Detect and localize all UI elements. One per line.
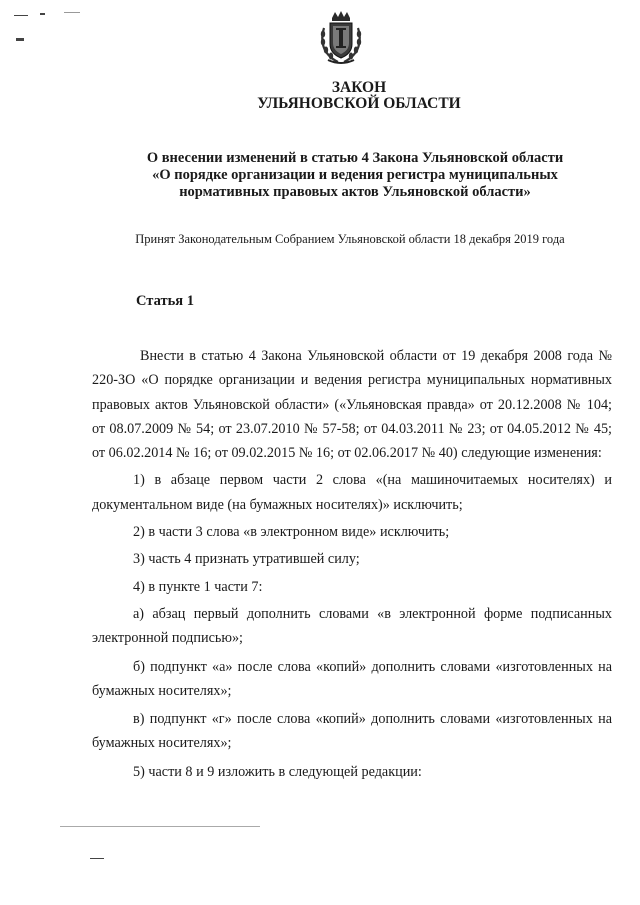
adoption-statement: Принят Законодательным Собранием Ульяновской области 18 декабря 2019 года <box>135 232 565 246</box>
law-subject <box>120 150 590 201</box>
scan-mark <box>14 15 28 16</box>
scan-mark <box>64 12 80 13</box>
list-item: 1) в абзаце первом части 2 слова «(на машиночитаемых носителях) и документальном виде (на бумажных носителях)» исключить; <box>92 472 612 513</box>
law-title <box>0 80 640 112</box>
law-title-line-2: УЛЬЯНОВСКОЙ ОБЛАСТИ <box>257 95 461 112</box>
list-item: 5) части 8 и 9 изложить в следующей редакции: <box>133 763 422 780</box>
scan-mark <box>16 38 24 41</box>
law-title-line-1: ЗАКОН <box>331 79 387 96</box>
scan-mark <box>90 858 104 859</box>
list-item: 4) в пункте 1 части 7: <box>133 578 263 595</box>
law-subject-line-2: «О порядке организации и ведения регистра муниципальных <box>152 167 558 183</box>
scan-mark <box>40 13 45 15</box>
list-item: а) абзац первый дополнить словами «в электронной форме подписанных электронной подписью»; <box>92 605 612 647</box>
list-item: 2) в части 3 слова «в электронном виде» исключить; <box>133 524 450 541</box>
list-item: б) подпункт «а» после слова «копий» дополнить словами «изготовленных на бумажных носителях»; <box>92 658 612 699</box>
coat-of-arms-icon <box>318 10 364 66</box>
article-heading: Статья 1 <box>136 293 194 309</box>
list-item: 3) часть 4 признать утратившей силу; <box>133 551 360 568</box>
paragraph-intro: Внести в статью 4 Закона Ульяновской области от 19 декабря 2008 года № 220-ЗО «О порядке организации и ведения регистра муниципальных нормативных правовых актов Ульяновской области» («Ульяновская правда» от 20.12.2008 № 104; от 08.07.2009 № 54; от 23.07.2010 № 57-58; от 04.03.2011 № 23; от 04.05.2012 № 45; от 06.02.2014 № 16; от 09.02.2015 № 16; от 02.06.2017 № 40) следующие изменения: <box>92 348 612 462</box>
law-subject-line-3: нормативных правовых актов Ульяновской области» <box>179 184 531 200</box>
scan-mark <box>60 826 260 827</box>
law-subject-line-1: О внесении изменений в статью 4 Закона Ульяновской области <box>146 150 564 166</box>
article-body <box>92 344 612 787</box>
list-item: в) подпункт «г» после слова «копий» дополнить словами «изготовленных на бумажных носителях»; <box>92 711 612 752</box>
